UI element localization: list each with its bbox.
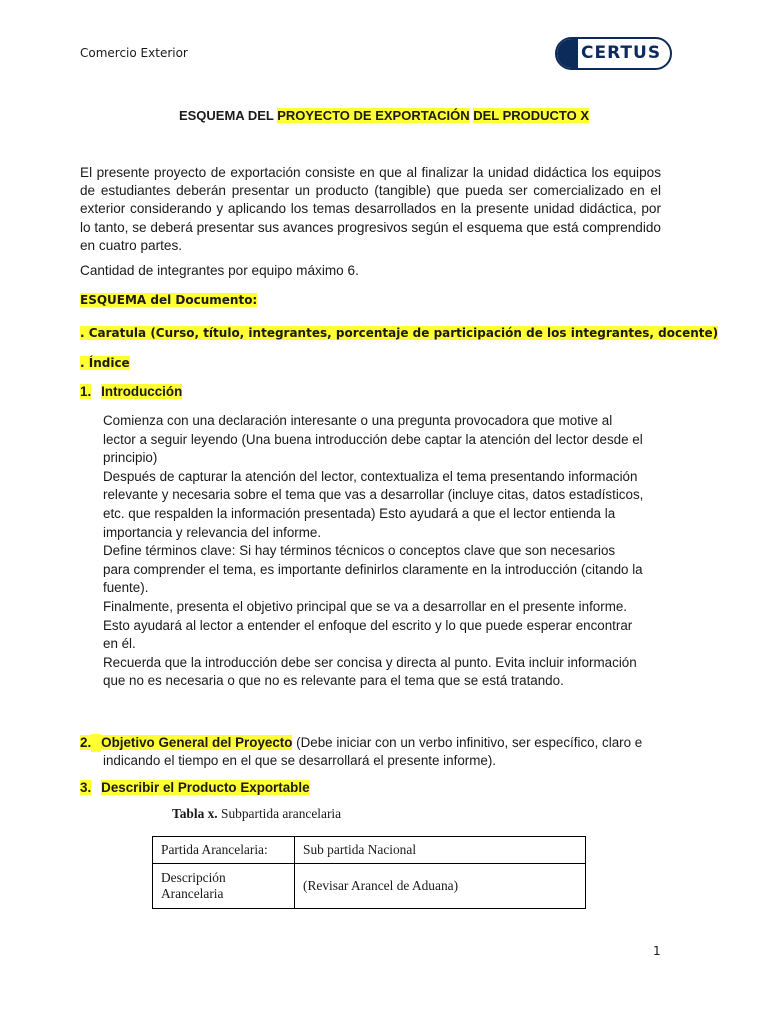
table-caption [172, 806, 341, 822]
table-cell: Descripción Arancelaria [153, 864, 295, 909]
section3-number: 3. [80, 780, 92, 795]
section1-line: principio) [103, 450, 158, 466]
section1-line: Esto ayudará al lector a entender el enfoque del escrito y lo que puede esperar encontrar [103, 617, 633, 633]
title-part1: ESQUEMA DEL [178, 108, 278, 123]
section2-text-line1: (Debe iniciar con un verbo infinitivo, ser específico, claro e [292, 735, 643, 750]
table-cell: Partida Arancelaria: [153, 837, 295, 864]
section1-number: 1. [80, 384, 92, 399]
schema-heading: ESQUEMA del Documento: [80, 293, 258, 307]
section3-title: Describir el Producto Exportable [101, 780, 310, 795]
page-number: 1 [653, 944, 661, 958]
section1-heading [80, 384, 182, 399]
section1-line: en él. [103, 636, 136, 652]
section2-text-line2: indicando el tiempo en el que se desarrollará el presente informe). [103, 753, 497, 769]
table-caption-text: Subpartida arancelaria [217, 806, 342, 821]
section1-line: que no es necesaria o que no es relevante para el tema que se está tratando. [103, 673, 564, 689]
section1-line: Finalmente, presenta el objetivo principal que se va a desarrollar en el presente informe. [103, 598, 628, 614]
section2-title: Objetivo General del Proyecto [101, 735, 293, 750]
logo-text: CERTUS [581, 43, 662, 63]
section1-line: fuente). [103, 580, 149, 596]
section1-line: importancia y relevancia del informe. [103, 524, 322, 540]
section1-line: lector a seguir leyendo (Una buena introducción debe captar la atención del lector desde el [103, 431, 643, 447]
title-highlight2: DEL PRODUCTO X [473, 108, 590, 123]
table-row [153, 837, 586, 864]
table-cell: (Revisar Arancel de Aduana) [295, 864, 586, 909]
section1-line: Comienza con una declaración interesante o una pregunta provocadora que motive al [103, 413, 613, 428]
section1-line: Después de capturar la atención del lector, contextualiza el tema presentando información [103, 468, 638, 484]
table-cell: Sub partida Nacional [295, 837, 586, 864]
tariff-table [152, 836, 586, 909]
caratula-line: . Caratula (Curso, título, integrantes, porcentaje de participación de los integrantes, docente) [80, 326, 719, 340]
section1-line: para comprender el tema, es importante definirlos claramente en la introducción (citando la [103, 561, 643, 577]
logo-bar-icon [557, 39, 578, 68]
section1-line: Define términos clave: Si hay términos técnicos o conceptos clave que son necesarios [103, 543, 616, 559]
section1-body [103, 412, 663, 691]
title-highlight1: PROYECTO DE EXPORTACIÓN [277, 108, 470, 123]
section1-title: Introducción [101, 384, 183, 399]
section2-number: 2. [80, 735, 92, 750]
indice-line: . Índice [80, 356, 130, 370]
header-course-name: Comercio Exterior [80, 46, 188, 60]
intro-paragraph: El presente proyecto de exportación consiste en que al finalizar la unidad didáctica los equipos de estudiantes deberán presentar un producto (tangible) que pueda ser comercializado en el exterior considerando y aplicando los temas desarrollados en la presente unidad didáctica, por lo tanto, se deberá presentar sus avances progresivos según el esquema que está comprendido en cuatro partes. [80, 165, 661, 253]
section1-line: etc. que respalden la información presentada) Esto ayudará a que el lector entienda la [103, 505, 616, 521]
section3-heading [80, 780, 310, 795]
section1-line: relevante y necesaria sobre el tema que vas a desarrollar (incluye citas, datos estadísticos, [103, 487, 644, 503]
document-title [0, 108, 768, 123]
table-caption-label: Tabla x. [172, 806, 218, 821]
certus-logo [555, 37, 672, 70]
team-size-text: Cantidad de integrantes por equipo máximo 6. [80, 263, 359, 278]
table-row [153, 864, 586, 909]
section1-line: Recuerda que la introducción debe ser concisa y directa al punto. Evita incluir información [103, 654, 637, 670]
section2 [80, 734, 670, 770]
